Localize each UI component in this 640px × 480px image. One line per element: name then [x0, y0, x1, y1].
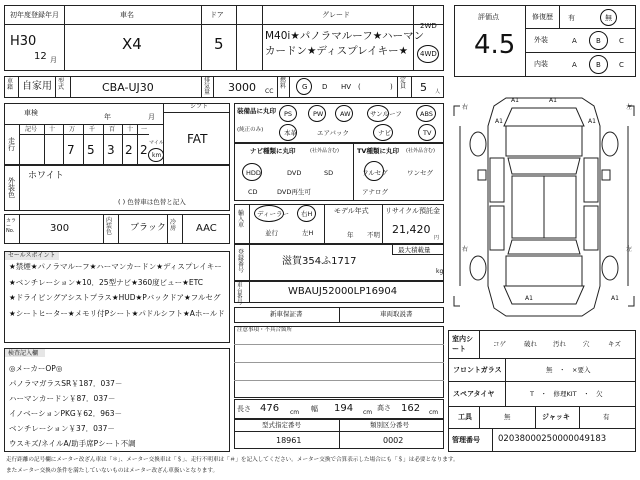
equip-circle	[373, 124, 393, 141]
tools-label: 工具	[458, 413, 472, 421]
equip-aw: AW	[340, 110, 351, 118]
color-note: ( ) 色替車は色替と記入	[118, 198, 186, 206]
mgmt-label: 管理番号	[452, 436, 480, 444]
inspector-line: ◎メーカーOP◎	[9, 364, 63, 373]
diagram-mark: A1	[511, 97, 519, 104]
seat-opt: 汚れ	[553, 340, 566, 348]
class-num-value: 0002	[383, 436, 404, 445]
plate-value: 自家用	[22, 81, 52, 92]
sales-line: ★ドライビングアシストプラス★HUD★Pバックドア★フルセグ	[9, 293, 221, 302]
sales-line: ★禁煙★パノラマルーフ★ハーマンカードン★ディスプレイキー	[9, 262, 222, 271]
digit-header: 百	[109, 126, 116, 133]
tv-analog: アナログ	[362, 188, 388, 196]
diagram-mark: A1	[611, 295, 619, 302]
tv-fullseg: フルセグ	[362, 169, 388, 177]
chassis-label: 車台番号	[237, 283, 243, 306]
fuel-d: D	[322, 83, 328, 91]
max-load-label: 最大積載量	[398, 246, 431, 254]
exterior-color-value: ホワイト	[28, 171, 64, 181]
equip-circle	[279, 105, 297, 122]
spare-label: スペアタイヤ	[453, 390, 495, 398]
jack-label: ジャッキ	[542, 413, 570, 421]
reg-month-unit: 月	[50, 56, 57, 64]
fuel-label: 燃料	[280, 77, 287, 90]
digit-header: 万	[69, 126, 76, 133]
interior-a: A	[572, 61, 577, 69]
navi-cd: CD	[248, 188, 258, 196]
inspector-line: パノラマガラスSR￥187．037－	[9, 379, 123, 388]
equipment-sub: (純正のみ)	[237, 127, 264, 133]
jack-value: 有	[603, 413, 610, 421]
navi-dvd: DVD	[287, 169, 302, 177]
ac-label: 冷房	[170, 219, 177, 232]
grade-label: グレード	[322, 11, 350, 19]
equip-circle	[335, 105, 353, 122]
fuel-hv: HV	[341, 83, 352, 91]
capacity-unit: 人	[435, 89, 441, 95]
navi-hdd-circle	[242, 163, 262, 181]
length-label: 長さ	[237, 405, 251, 413]
interior-b: B	[596, 61, 601, 69]
import-right-circle	[297, 205, 316, 222]
type-value: CBA-UJ30	[102, 81, 154, 94]
length-unit: cm	[290, 409, 300, 416]
diagram-mark: A1	[549, 97, 557, 104]
equip-ps: PS	[284, 110, 293, 118]
warranty-label: 新車保証書	[270, 310, 303, 318]
footer-line1: 走行距離の記号欄にメーター改ざん車は「＊」、メーター交換車は「＄」、走行不明車は「＃」を記入してください。メーター交換で合算表示した場合にも「＄」は必要となります。	[6, 457, 459, 463]
height-value: 162	[401, 403, 421, 414]
plate-label: 車籍	[7, 78, 14, 91]
inspector-line: ハーマンカードン￥87．037－	[9, 394, 116, 403]
equip-abs: ABS	[420, 110, 433, 118]
equip-circle	[416, 105, 436, 122]
plate-reg-label: 登録番号	[238, 249, 245, 274]
fuel-open: (	[358, 83, 361, 91]
digit-header: 一	[141, 126, 148, 133]
plate-reg-value: 滋賀354ふ1717	[282, 256, 357, 267]
equip-circle	[308, 105, 326, 122]
cc-unit: CC	[265, 88, 274, 95]
diagram-side-label: 左	[626, 104, 633, 111]
navi-sub: (社外品含む)	[310, 148, 339, 154]
odometer-digit: 5	[87, 143, 95, 157]
exterior-b-circle	[589, 31, 608, 50]
width-label: 幅	[311, 405, 318, 413]
notes-label: 注意事項・不具合箇所	[237, 327, 293, 333]
length-value: 476	[260, 403, 280, 414]
exterior-c: C	[619, 37, 624, 45]
model-label: 車名	[120, 11, 134, 19]
tv-fullseg-circle	[364, 161, 384, 181]
sales-line: ★ベンチレーション★10．25型ナビ★360度ビュー★ETC	[9, 278, 203, 287]
ac-value: AAC	[196, 223, 217, 234]
type-label: 型式	[58, 78, 65, 91]
fuel-g: G	[302, 83, 308, 91]
recycle-label: リサイクル預託金	[385, 207, 441, 215]
width-value: 194	[334, 403, 354, 414]
grade-line1: M40i★パノラマルーフ★ハーマン	[265, 30, 425, 42]
chassis-value: WBAUJ52000LP16904	[288, 286, 398, 297]
interior-b-circle	[589, 55, 608, 74]
doors-label: ドア	[210, 11, 224, 19]
equip-circle	[367, 105, 389, 122]
drive-2wd: 2WD	[420, 22, 437, 30]
digit-header: 千	[89, 126, 96, 133]
exterior-a: A	[572, 37, 577, 45]
model-year-unit: 年	[347, 231, 354, 239]
interior-color-label: 内装色	[106, 217, 113, 236]
class-num-label: 類別区分番号	[370, 421, 409, 429]
reg-month-value: 12	[34, 51, 47, 62]
mgmt-value: 02038000250000049183	[498, 434, 607, 444]
odometer-digit: 2	[125, 143, 133, 157]
fuel-g-circle	[296, 78, 312, 95]
km-circle	[148, 148, 164, 162]
equip-airbag: エアバック	[317, 129, 349, 137]
reg-year-label: 初年度登録年月	[10, 11, 59, 19]
exterior-label: 外装	[534, 36, 548, 44]
footer-line2: またメーター交換の条件を満たしていないものはメーター改ざん車扱いとなります。	[6, 468, 219, 474]
inspector-line: ベンチレーション￥37．037－	[9, 424, 115, 433]
sales-line: ★シートヒーター★メモリ付Pシート★パドルシフト★Aホールド	[9, 309, 225, 318]
type-num-value: 18961	[276, 436, 302, 445]
model-year-unknown: 不明	[367, 231, 380, 239]
model-value: X4	[122, 35, 142, 53]
diagram-mark: A1	[588, 118, 596, 125]
front-glass-value: 無 ・ ×要入	[546, 366, 591, 374]
doors-value: 5	[214, 35, 224, 53]
odometer-digit: 2	[140, 143, 148, 157]
capacity-value: 5	[420, 81, 427, 94]
seat-opt: キズ	[608, 340, 621, 348]
mile-label: マイル	[149, 140, 164, 146]
model-year-label: モデル年式	[334, 207, 369, 215]
digit-header: 記号	[25, 126, 38, 133]
height-label: 高さ	[377, 404, 391, 412]
odometer-digit: 7	[67, 143, 75, 157]
capacity-label: 定員	[400, 77, 407, 90]
displacement-value: 3000	[228, 81, 256, 94]
drive-4wd-circle	[417, 45, 439, 63]
repair-label: 修復歴	[532, 13, 553, 21]
repair-yes: 有	[568, 14, 575, 22]
recycle-value: 21,420	[392, 223, 431, 236]
reg-year-value: H30	[10, 34, 37, 49]
max-load-unit: kg	[436, 268, 444, 275]
interior-c: C	[619, 61, 624, 69]
type-num-label: 型式指定番号	[262, 421, 301, 429]
import-dealer: ディーラー	[257, 210, 289, 218]
interior-seat-label: 室内シート	[452, 335, 473, 353]
equip-navi: ナビ	[378, 129, 391, 137]
fuel-close: )	[390, 83, 393, 91]
digit-header: 十	[49, 126, 56, 133]
spare-value: T ・ 修理KIT ・ 欠	[530, 390, 603, 398]
run-label: 走行	[8, 137, 15, 152]
shift-label: シフト	[190, 103, 209, 110]
diagram-mark: A1	[525, 295, 533, 302]
car-diagram	[450, 86, 638, 326]
exterior-b: B	[596, 37, 601, 45]
odometer-digit: 3	[107, 143, 115, 157]
tv-sub: (社外品含む)	[406, 148, 435, 154]
import-parallel: 並行	[265, 229, 278, 237]
inspection-year-unit: 年	[104, 113, 111, 121]
inspection-label: 車検	[24, 109, 38, 117]
diagram-side-label: 右	[462, 104, 469, 111]
inspector-label: 検査記入欄	[8, 350, 39, 357]
score-value: 4.5	[474, 30, 516, 60]
equip-leather: 本革	[284, 129, 297, 137]
manual-label: 車両取説書	[380, 310, 413, 318]
grade-line2: カードン★ディスプレイキー★	[265, 45, 409, 57]
drive-4wd: 4WD	[420, 50, 437, 58]
equip-sunroof: サンルーフ	[370, 110, 402, 118]
inspector-line: ウスキズ/ネイルA/助手席Pシート不調	[9, 439, 136, 448]
repair-no: 無	[605, 14, 612, 22]
seat-opt: コゲ	[493, 340, 506, 348]
repair-no-circle	[600, 9, 617, 26]
color-code-value: 300	[50, 223, 70, 234]
import-dealer-circle	[254, 205, 284, 222]
recycle-yen: 円	[434, 235, 440, 241]
odometer-grid	[19, 124, 149, 165]
diagram-side-label: 右	[462, 246, 469, 253]
equip-circle	[279, 124, 297, 141]
sales-points-label: セールスポイント	[8, 252, 56, 259]
interior-color-value: ブラック	[130, 223, 166, 233]
import-label: 輸入車	[238, 210, 245, 229]
digit-header: 十	[127, 126, 134, 133]
color-code-label: カラーNo.	[6, 218, 17, 234]
diagram-side-label: 左	[626, 246, 633, 253]
navi-sd: SD	[324, 169, 334, 177]
tools-value: 無	[504, 413, 511, 421]
displacement-label: 排気量	[204, 77, 211, 96]
shift-value: FAT	[187, 132, 208, 146]
inspection-month-unit: 月	[148, 113, 155, 121]
height-unit: cm	[429, 409, 439, 416]
import-left: 左H	[302, 229, 314, 237]
seat-opt: 破れ	[524, 340, 537, 348]
equip-tv: TV	[423, 129, 432, 137]
front-glass-label: フロントガラス	[453, 366, 502, 374]
tv-oneseg: ワンセグ	[407, 169, 433, 177]
exterior-color-label: 外装色	[8, 177, 15, 199]
diagram-mark: A1	[495, 118, 503, 125]
import-right: 右H	[301, 210, 313, 218]
inspector-line: イノベーションPKG￥62．963－	[9, 409, 123, 418]
interior-label: 内装	[534, 60, 548, 68]
equip-pw: PW	[313, 110, 324, 118]
width-unit: cm	[363, 409, 373, 416]
equipment-label: 装備品に丸印	[237, 107, 276, 115]
seat-opt: 穴	[583, 340, 590, 348]
navi-hdd: HDD	[246, 169, 261, 177]
tv-label: TV種類に丸印	[357, 147, 399, 155]
km-label: km	[152, 152, 162, 159]
navi-label: ナビ種類に丸印	[250, 147, 296, 155]
navi-dvd-play: DVD再生可	[277, 188, 311, 196]
equip-circle	[418, 124, 436, 141]
score-label: 評価点	[478, 13, 499, 21]
